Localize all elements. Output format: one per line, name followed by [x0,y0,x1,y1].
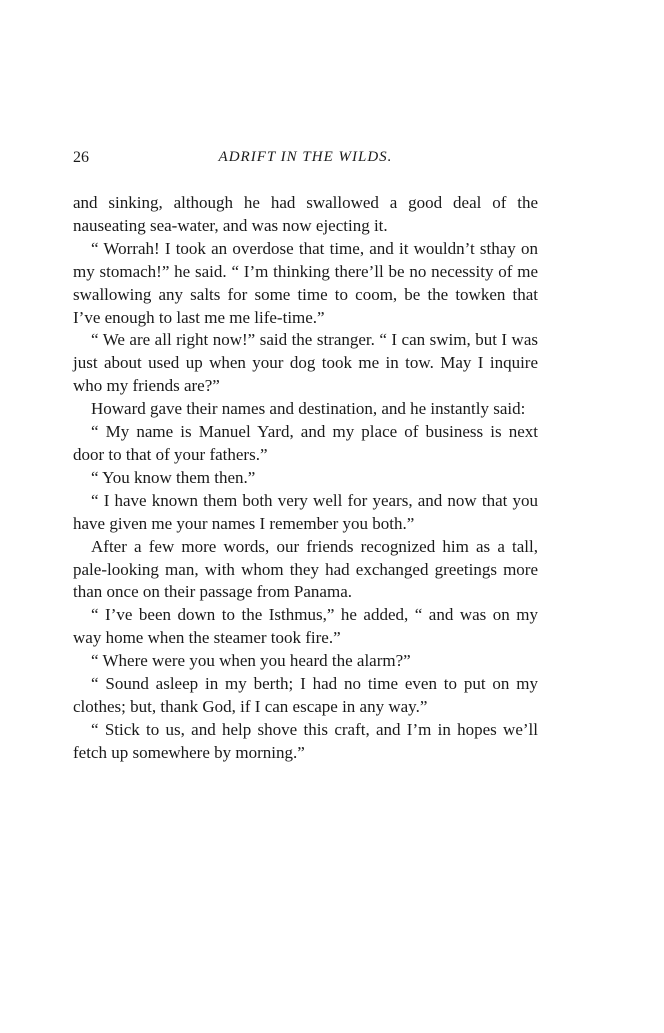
running-title: ADRIFT IN THE WILDS. [218,149,393,165]
paragraph: “ I have known them both very well for years, and now that you have given me your names I remember you both.” [73,490,538,533]
paragraph: “ Stick to us, and help shove this craft, and I’m in hopes we’ll fetch up somewhere by morning.” [73,719,538,762]
paragraph: “ I’ve been down to the Isthmus,” he added, “ and was on my way home when the steamer took fire.” [73,605,538,648]
running-head [73,149,538,169]
paragraph: After a few more words, our friends recognized him as a tall, pale-looking man, with whom they had exchanged greetings more than once on their passage from Panama. [73,536,538,602]
paragraph: “ We are all right now!” said the stranger. “ I can swim, but I was just about used up when your dog took me in tow. May I inquire who my friends are?” [73,330,538,396]
paragraph: “ Worrah! I took an overdose that time, and it wouldn’t sthay on my stomach!” he said. “ I’m thinking there’ll be no necessity of me swallowing any salts for some time to coom, be the towken that I’ve enough to last me me life-time.” [73,238,538,327]
paragraph: “ You know them then.” [91,467,256,487]
body-text [73,192,538,765]
paragraph: “ My name is Manuel Yard, and my place of business is next door to that of your fathers.” [73,422,538,464]
page-number: 26 [73,149,89,166]
paragraph: Howard gave their names and destination, and he instantly said: [91,399,526,419]
paragraph: “ Sound asleep in my berth; I had no time even to put on my clothes; but, thank God, if I can escape in any way.” [73,674,538,716]
paragraph-continued: and sinking, although he had swallowed a good deal of the nauseating sea-water, and was now ejecting it. [73,193,538,235]
paragraph: “ Where were you when you heard the alarm?” [91,651,411,671]
